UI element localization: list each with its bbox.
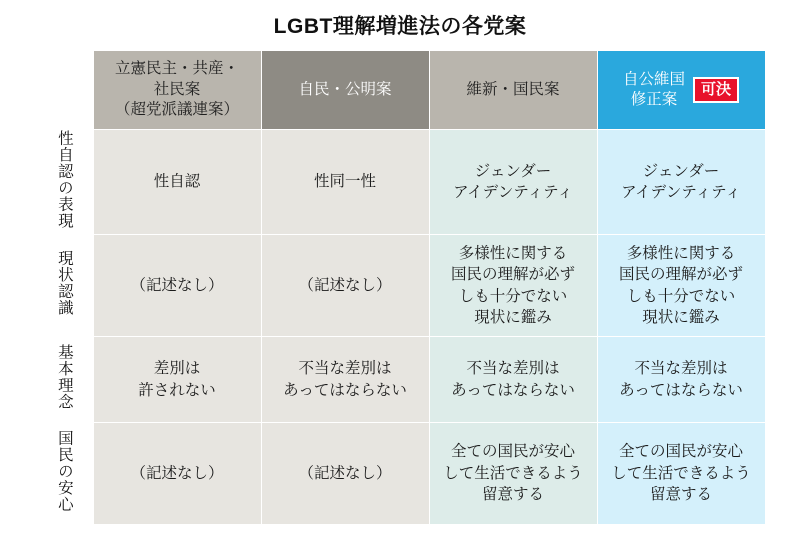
cell-line: 現状に鑑み <box>642 308 720 326</box>
row-label-text: 基本理念 <box>55 344 73 410</box>
cell-line: あってはならない <box>619 381 743 399</box>
cell-line: 性同一性 <box>313 173 376 191</box>
cell-r0-c1 <box>261 130 429 235</box>
table-row <box>35 337 765 423</box>
cell-line: アイデンティティ <box>621 184 741 201</box>
row-label-current-situation <box>35 235 93 337</box>
page-title: LGBT理解増進法の各党案 <box>273 15 527 38</box>
cell-r2-c3 <box>597 337 765 423</box>
column-header-line: 立憲民主・共産・ <box>114 60 239 78</box>
cell-line: 国民の理解が必ず <box>450 266 575 284</box>
column-header-jimin-komei <box>261 51 429 130</box>
cell-line: （記述なし） <box>298 464 392 482</box>
cell-line: 留意する <box>481 486 544 504</box>
row-label-text: 国民の安心 <box>55 429 73 513</box>
cell-line: 留意する <box>649 486 712 504</box>
table-header-row <box>35 51 765 130</box>
cell-line: 性自認 <box>153 173 201 191</box>
cell-r3-c1 <box>261 423 429 525</box>
column-header-line: 維新・国民案 <box>466 80 560 98</box>
status-badge: 可決 <box>693 77 739 104</box>
cell-r2-c1 <box>261 337 429 423</box>
cell-line: ジェンダー <box>642 162 720 180</box>
cell-line: 国民の理解が必ず <box>618 266 743 284</box>
column-header-shuseian <box>597 51 765 130</box>
column-header-rikken-kyosan-shamin <box>93 51 261 130</box>
cell-r1-c2 <box>429 235 597 337</box>
cell-line: しも十分でない <box>458 287 568 305</box>
cell-r3-c0 <box>93 423 261 525</box>
column-header-line: 自民・公明案 <box>298 80 392 98</box>
row-label-basic-principle <box>35 337 93 423</box>
cell-r1-c1 <box>261 235 429 337</box>
cell-line: あってはならない <box>283 381 407 399</box>
cell-line: 許されない <box>138 381 216 399</box>
cell-line: 全ての国民が安心 <box>618 443 743 461</box>
cell-line: 不当な差別は <box>466 360 560 378</box>
cell-line: （記述なし） <box>298 276 392 294</box>
cell-line: 不当な差別は <box>634 360 728 378</box>
cell-r3-c2 <box>429 423 597 525</box>
cell-r2-c2 <box>429 337 597 423</box>
cell-r0-c0 <box>93 130 261 235</box>
cell-line: （記述なし） <box>130 276 224 294</box>
cell-line: 現状に鑑み <box>474 308 552 326</box>
row-label-text: 現状認識 <box>55 250 73 316</box>
table-row <box>35 130 765 235</box>
table-row <box>35 235 765 337</box>
cell-line: アイデンティティ <box>453 184 573 201</box>
column-header-line: 自公維国 <box>622 70 685 88</box>
header-corner-cell <box>35 51 93 130</box>
table-row <box>35 423 765 525</box>
cell-line: 多様性に関する <box>458 244 568 262</box>
cell-r3-c3 <box>597 423 765 525</box>
cell-line: して生活できるよう <box>443 464 583 482</box>
row-label-gender-identity-expression <box>35 130 93 235</box>
cell-line: 多様性に関する <box>626 244 736 262</box>
cell-line: しも十分でない <box>626 287 736 305</box>
cell-line: 不当な差別は <box>298 360 392 378</box>
cell-r0-c2 <box>429 130 597 235</box>
column-header-line: 修正案 <box>630 91 678 108</box>
cell-r1-c3 <box>597 235 765 337</box>
cell-line: ジェンダー <box>474 162 552 180</box>
row-label-text: 性自認の表現 <box>55 130 73 229</box>
cell-line: （記述なし） <box>130 464 224 482</box>
cell-r1-c0 <box>93 235 261 337</box>
cell-r0-c3 <box>597 130 765 235</box>
cell-r2-c0 <box>93 337 261 423</box>
cell-line: あってはならない <box>451 381 575 399</box>
cell-line: して生活できるよう <box>611 464 751 482</box>
column-header-line: （超党派議連案） <box>114 101 239 119</box>
comparison-table <box>35 50 766 525</box>
cell-line: 差別は <box>153 360 201 378</box>
column-header-ishin-kokumin <box>429 51 597 130</box>
cell-line: 全ての国民が安心 <box>450 443 575 461</box>
column-header-line: 社民案 <box>153 80 201 98</box>
row-label-public-reassurance <box>35 423 93 525</box>
